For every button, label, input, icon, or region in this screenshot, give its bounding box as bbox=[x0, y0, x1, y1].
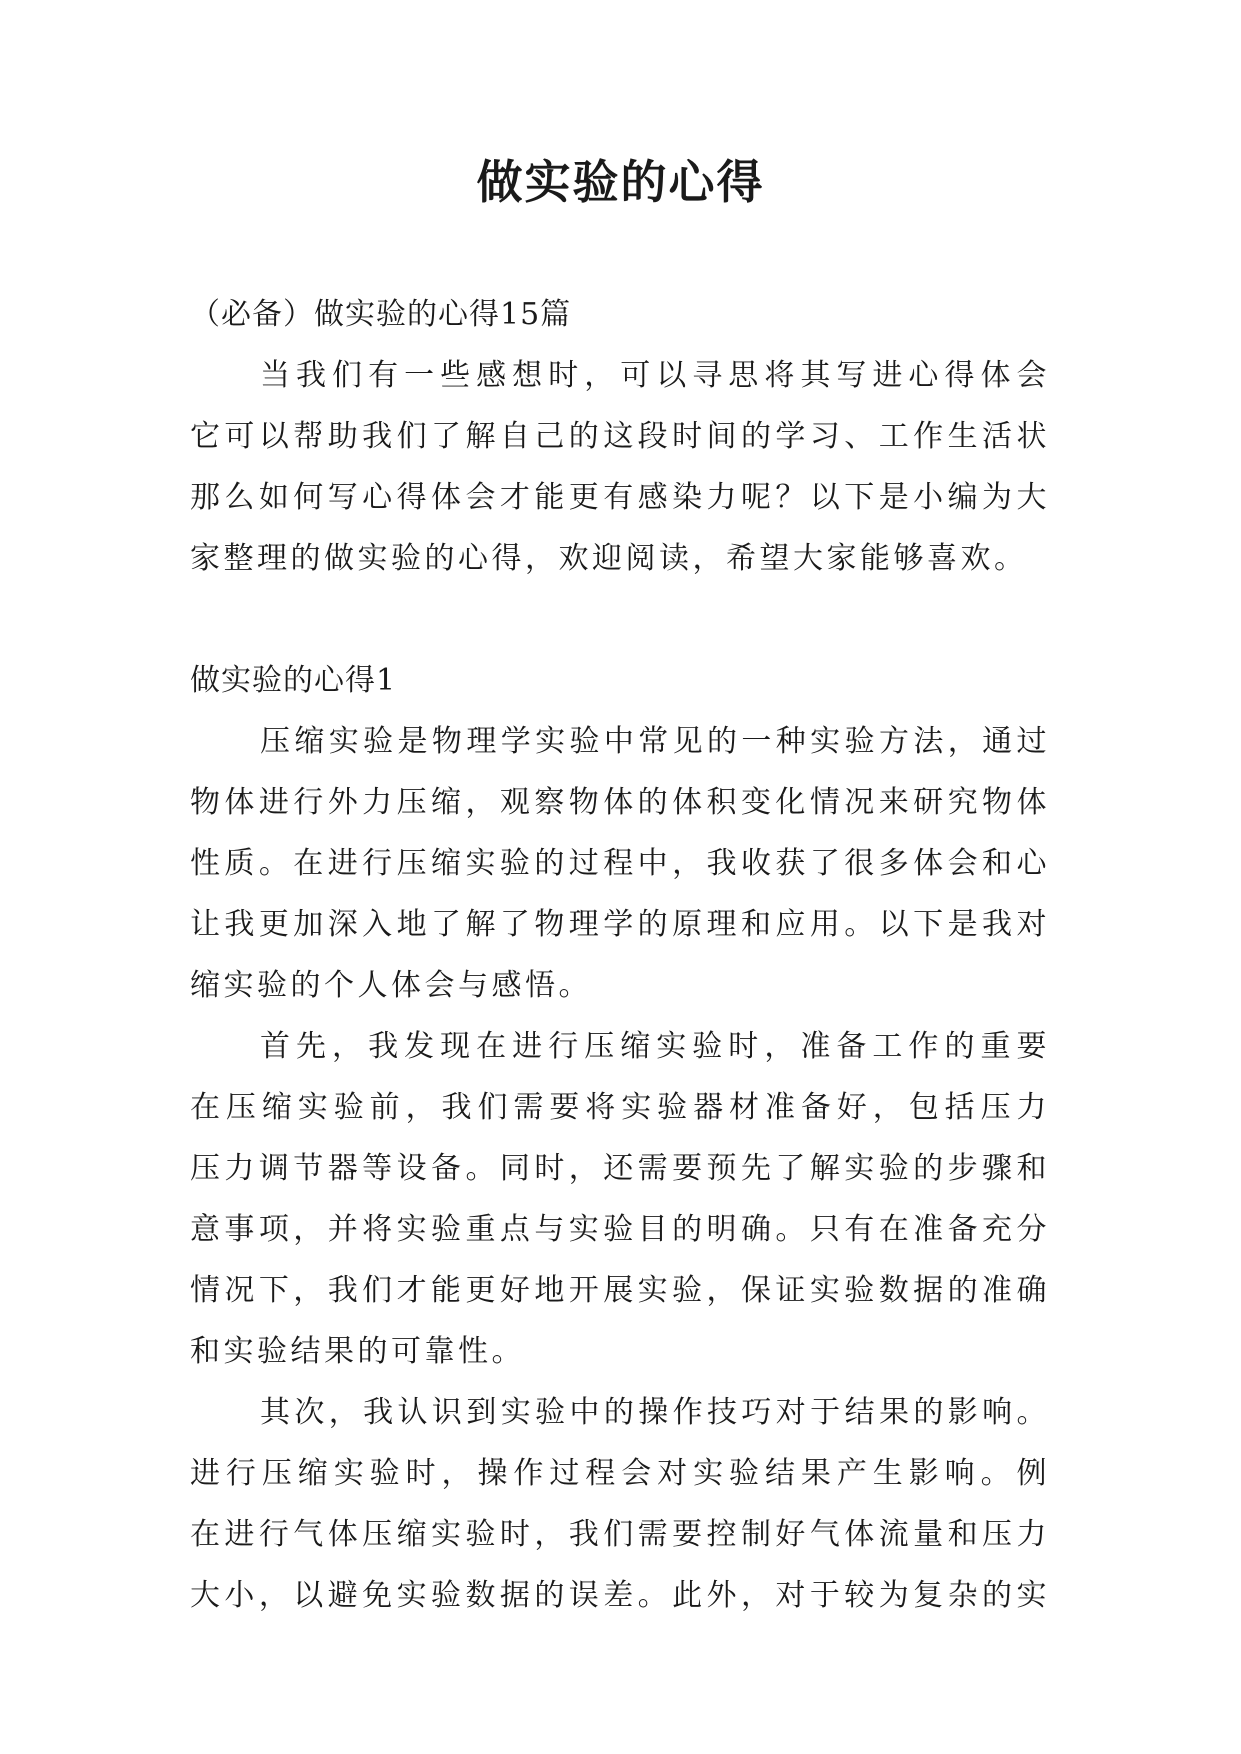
paragraph-3 bbox=[190, 1382, 1050, 1626]
paragraph-line: 性质。在进行压缩实验的过程中，我收获了很多体会和心 bbox=[190, 846, 1050, 881]
paragraph-1 bbox=[190, 711, 1050, 1016]
section-heading: 做实验的心得1 bbox=[190, 663, 397, 698]
intro-line: 家整理的做实验的心得，欢迎阅读，希望大家能够喜欢。 bbox=[190, 541, 1028, 576]
intro-line: 那么如何写心得体会才能更有感染力呢？以下是小编为大 bbox=[190, 480, 1050, 515]
paragraph-line: 压力调节器等设备。同时，还需要预先了解实验的步骤和 bbox=[190, 1151, 1050, 1186]
paragraph-line: 在压缩实验前，我们需要将实验器材准备好，包括压力 bbox=[190, 1090, 1050, 1125]
paragraph-line: 让我更加深入地了解了物理学的原理和应用。以下是我对 bbox=[190, 907, 1050, 942]
paragraph-line: 在进行气体压缩实验时，我们需要控制好气体流量和压力 bbox=[190, 1517, 1050, 1552]
paragraph-line: 其次，我认识到实验中的操作技巧对于结果的影响。 bbox=[260, 1395, 1050, 1430]
paragraph-line: 缩实验的个人体会与感悟。 bbox=[190, 968, 592, 1003]
paragraph-line: 意事项，并将实验重点与实验目的明确。只有在准备充分 bbox=[190, 1212, 1050, 1247]
document-body bbox=[190, 284, 1050, 1626]
intro-line: 当我们有一些感想时，可以寻思将其写进心得体会 bbox=[260, 358, 1050, 393]
paragraph-line: 物体进行外力压缩，观察物体的体积变化情况来研究物体 bbox=[190, 785, 1050, 820]
intro-paragraph bbox=[190, 345, 1050, 589]
intro-line: 它可以帮助我们了解自己的这段时间的学习、工作生活状 bbox=[190, 419, 1050, 454]
paragraph-line: 进行压缩实验时，操作过程会对实验结果产生影响。例 bbox=[190, 1456, 1050, 1491]
document-title: 做实验的心得 bbox=[476, 155, 765, 209]
paragraph-line: 大小，以避免实验数据的误差。此外，对于较为复杂的实 bbox=[190, 1578, 1050, 1613]
paragraph-line: 情况下，我们才能更好地开展实验，保证实验数据的准确 bbox=[190, 1273, 1050, 1308]
spacer bbox=[190, 589, 1050, 650]
paragraph-line: 压缩实验是物理学实验中常见的一种实验方法，通过 bbox=[260, 724, 1050, 759]
document-subtitle: （必备）做实验的心得15篇 bbox=[190, 297, 572, 332]
paragraph-2 bbox=[190, 1016, 1050, 1382]
paragraph-line: 和实验结果的可靠性。 bbox=[190, 1334, 525, 1369]
paragraph-line: 首先，我发现在进行压缩实验时，准备工作的重要 bbox=[260, 1029, 1050, 1064]
